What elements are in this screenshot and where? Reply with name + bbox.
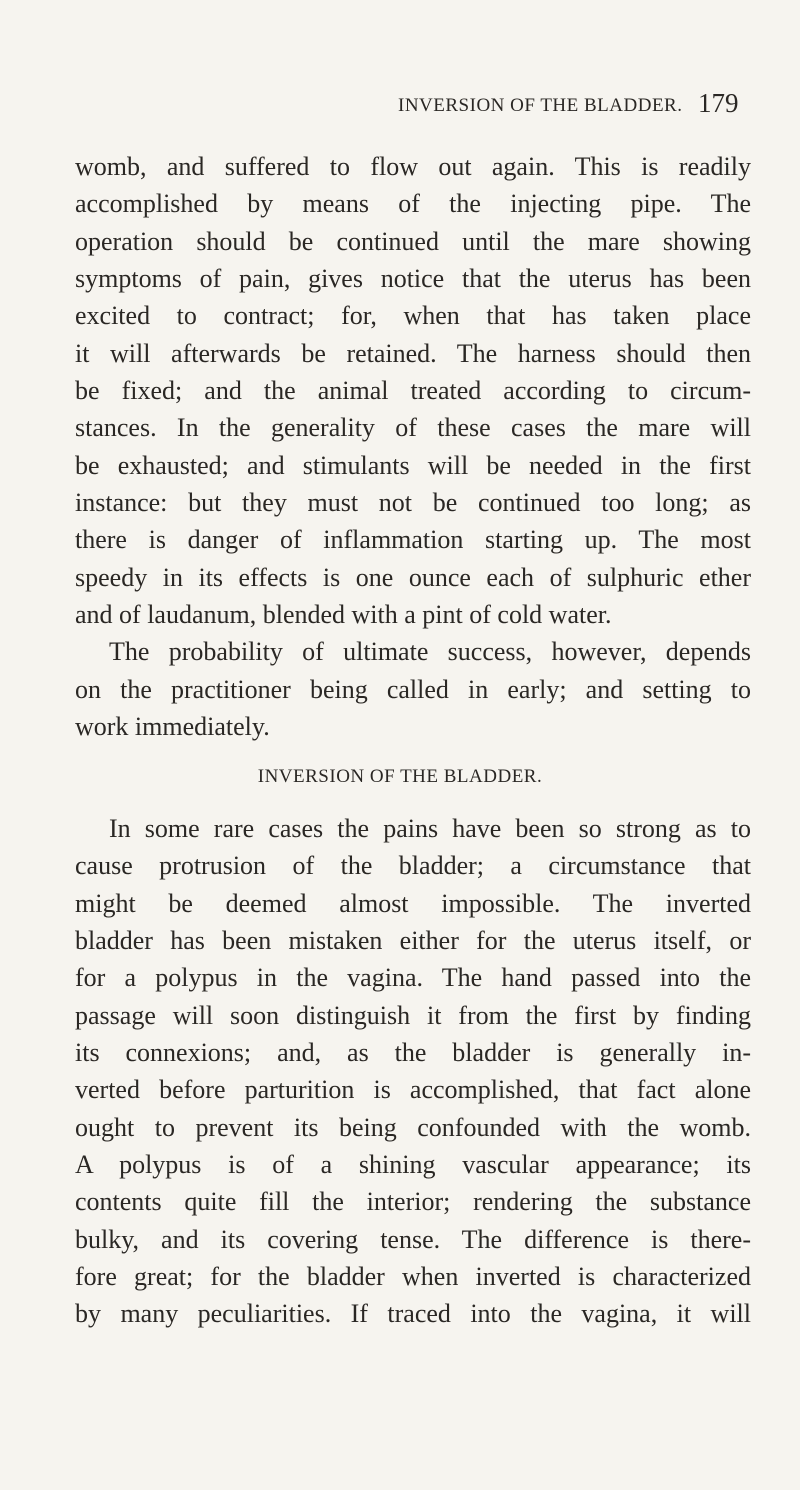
text-line: accomplished by means of the injecting pipe. The [75, 189, 751, 219]
text-line: speedy in its effects is one ounce each of sulphuric ether [75, 562, 751, 592]
page-number: 179 [698, 88, 739, 118]
text-line: The probability of ultimate success, however, depends [109, 637, 751, 667]
running-head [0, 88, 800, 124]
text-line: ought to prevent its being confounded with the womb. [75, 1112, 751, 1142]
text-line: and of laudanum, blended with a pint of cold water. [75, 600, 612, 630]
text-line: might be deemed almost impossible. The inverted [75, 888, 751, 918]
text-line: there is danger of inflammation starting up. The most [75, 525, 751, 555]
text-line: bladder has been mistaken either for the uterus itself, or [75, 926, 751, 956]
body-text-upper [75, 148, 751, 746]
text-line: be exhausted; and stimulants will be needed in the first [75, 450, 751, 480]
text-line: excited to contract; for, when that has taken place [75, 301, 751, 331]
section-heading: INVERSION OF THE BLADDER. [257, 766, 543, 787]
text-line: passage will soon distinguish it from the first by finding [75, 1000, 751, 1030]
text-line: bulky, and its covering tense. The difference is there- [75, 1224, 751, 1254]
text-line: contents quite fill the interior; rendering the substance [75, 1187, 751, 1217]
text-line: work immediately. [75, 712, 270, 742]
text-line: by many peculiarities. If traced into the vagina, it will [75, 1299, 751, 1329]
text-line: operation should be continued until the mare showing [75, 226, 751, 256]
text-line: symptoms of pain, gives notice that the uterus has been [75, 264, 751, 294]
text-line: cause protrusion of the bladder; a circumstance that [75, 851, 751, 881]
text-line: it will afterwards be retained. The harness should then [75, 338, 751, 368]
text-line: on the practitioner being called in early; and setting to [75, 674, 751, 704]
text-line: A polypus is of a shining vascular appearance; its [75, 1150, 751, 1180]
text-line: its connexions; and, as the bladder is generally in- [75, 1038, 751, 1068]
body-text-lower [75, 810, 751, 1333]
text-line: for a polypus in the vagina. The hand passed into the [75, 963, 751, 993]
text-line: womb, and suffered to flow out again. This is readily [75, 152, 751, 181]
text-line: instance: but they must not be continued too long; as [75, 488, 751, 518]
running-title: INVERSION OF THE BLADDER. [398, 95, 683, 116]
text-line: fore great; for the bladder when inverted is characterized [75, 1262, 751, 1292]
text-line: verted before parturition is accomplished, that fact alone [75, 1075, 751, 1105]
text-line: In some rare cases the pains have been so strong as to [109, 814, 751, 843]
text-line: stances. In the generality of these cases the mare will [75, 413, 751, 443]
text-line: be fixed; and the animal treated according to circum- [75, 376, 751, 406]
